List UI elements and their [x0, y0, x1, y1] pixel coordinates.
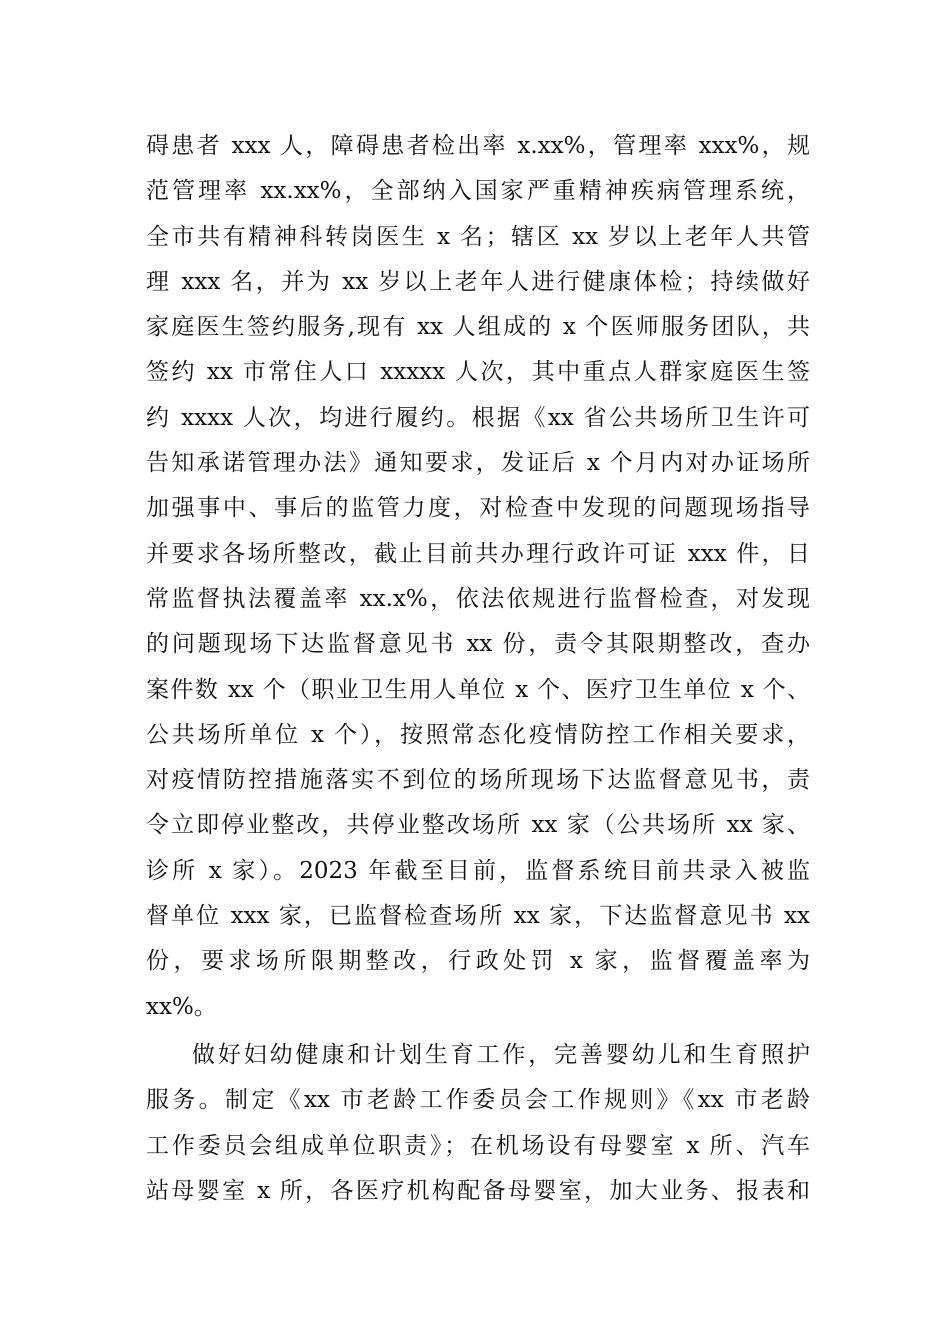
paragraph-1 — [146, 124, 810, 1030]
text-line: 告知承诺管理办法》通知要求，发证后 x 个月内对办证场所 — [146, 450, 810, 477]
text-line: 范管理率 xx.xx%，全部纳入国家严重精神疾病管理系统， — [146, 178, 810, 205]
text-line: 份，要求场所限期整改，行政处罚 x 家，监督覆盖率为 — [146, 948, 810, 975]
text-line: 对疫情防控措施落实不到位的场所现场下达监督意见书，责 — [146, 767, 810, 794]
text-line: 并要求各场所整改，截止目前共办理行政许可证 xxx 件，日 — [146, 540, 810, 567]
text-line: 理 xxx 名，并为 xx 岁以上老年人进行健康体检；持续做好 — [146, 268, 810, 295]
text-line: 签约 xx 市常住人口 xxxxx 人次，其中重点人群家庭医生签 — [146, 359, 810, 386]
text-line: 案件数 xx 个（职业卫生用人单位 x 个、医疗卫生单位 x 个、 — [146, 676, 810, 703]
text-line: 全市共有精神科转岗医生 x 名；辖区 xx 岁以上老年人共管 — [146, 223, 810, 250]
text-line: 碍患者 xxx 人，障碍患者检出率 x.xx%，管理率 xxx%，规 — [146, 133, 810, 159]
text-line: 的问题现场下达监督意见书 xx 份，责令其限期整改，查办 — [146, 631, 810, 658]
text-line: 诊所 x 家）。2023 年截至目前，监督系统目前共录入被监 — [146, 857, 810, 884]
text-line: 公共场所单位 x 个），按照常态化疫情防控工作相关要求， — [146, 721, 810, 748]
text-line: 加强事中、事后的监管力度，对检查中发现的问题现场指导 — [146, 495, 810, 522]
text-line: 常监督执法覆盖率 xx.x%，依法依规进行监督检查，对发现 — [146, 585, 810, 612]
text-line: 督单位 xxx 家，已监督检查场所 xx 家，下达监督意见书 xx — [146, 903, 810, 930]
text-line: 服务。制定《xx 市老龄工作委员会工作规则》《xx 市老龄 — [146, 1087, 810, 1114]
text-line: 令立即停业整改，共停业整改场所 xx 家（公共场所 xx 家、 — [146, 812, 810, 839]
text-line: xx%。 — [146, 993, 217, 1020]
text-line: 约 xxxx 人次，均进行履约。根据《xx 省公共场所卫生许可 — [146, 404, 810, 431]
paragraph-2 — [146, 1033, 810, 1214]
text-line: 工作委员会组成单位职责》；在机场设有母婴室 x 所、汽车 — [146, 1132, 810, 1159]
text-line: 家庭医生签约服务,现有 xx 人组成的 x 个医师服务团队，共 — [146, 314, 810, 341]
document-body — [146, 124, 810, 1214]
text-line: 站母婴室 x 所，各医疗机构配备母婴室，加大业务、报表和 — [146, 1177, 810, 1204]
text-line: 做好妇幼健康和计划生育工作，完善婴幼儿和生育照护 — [192, 1041, 810, 1068]
